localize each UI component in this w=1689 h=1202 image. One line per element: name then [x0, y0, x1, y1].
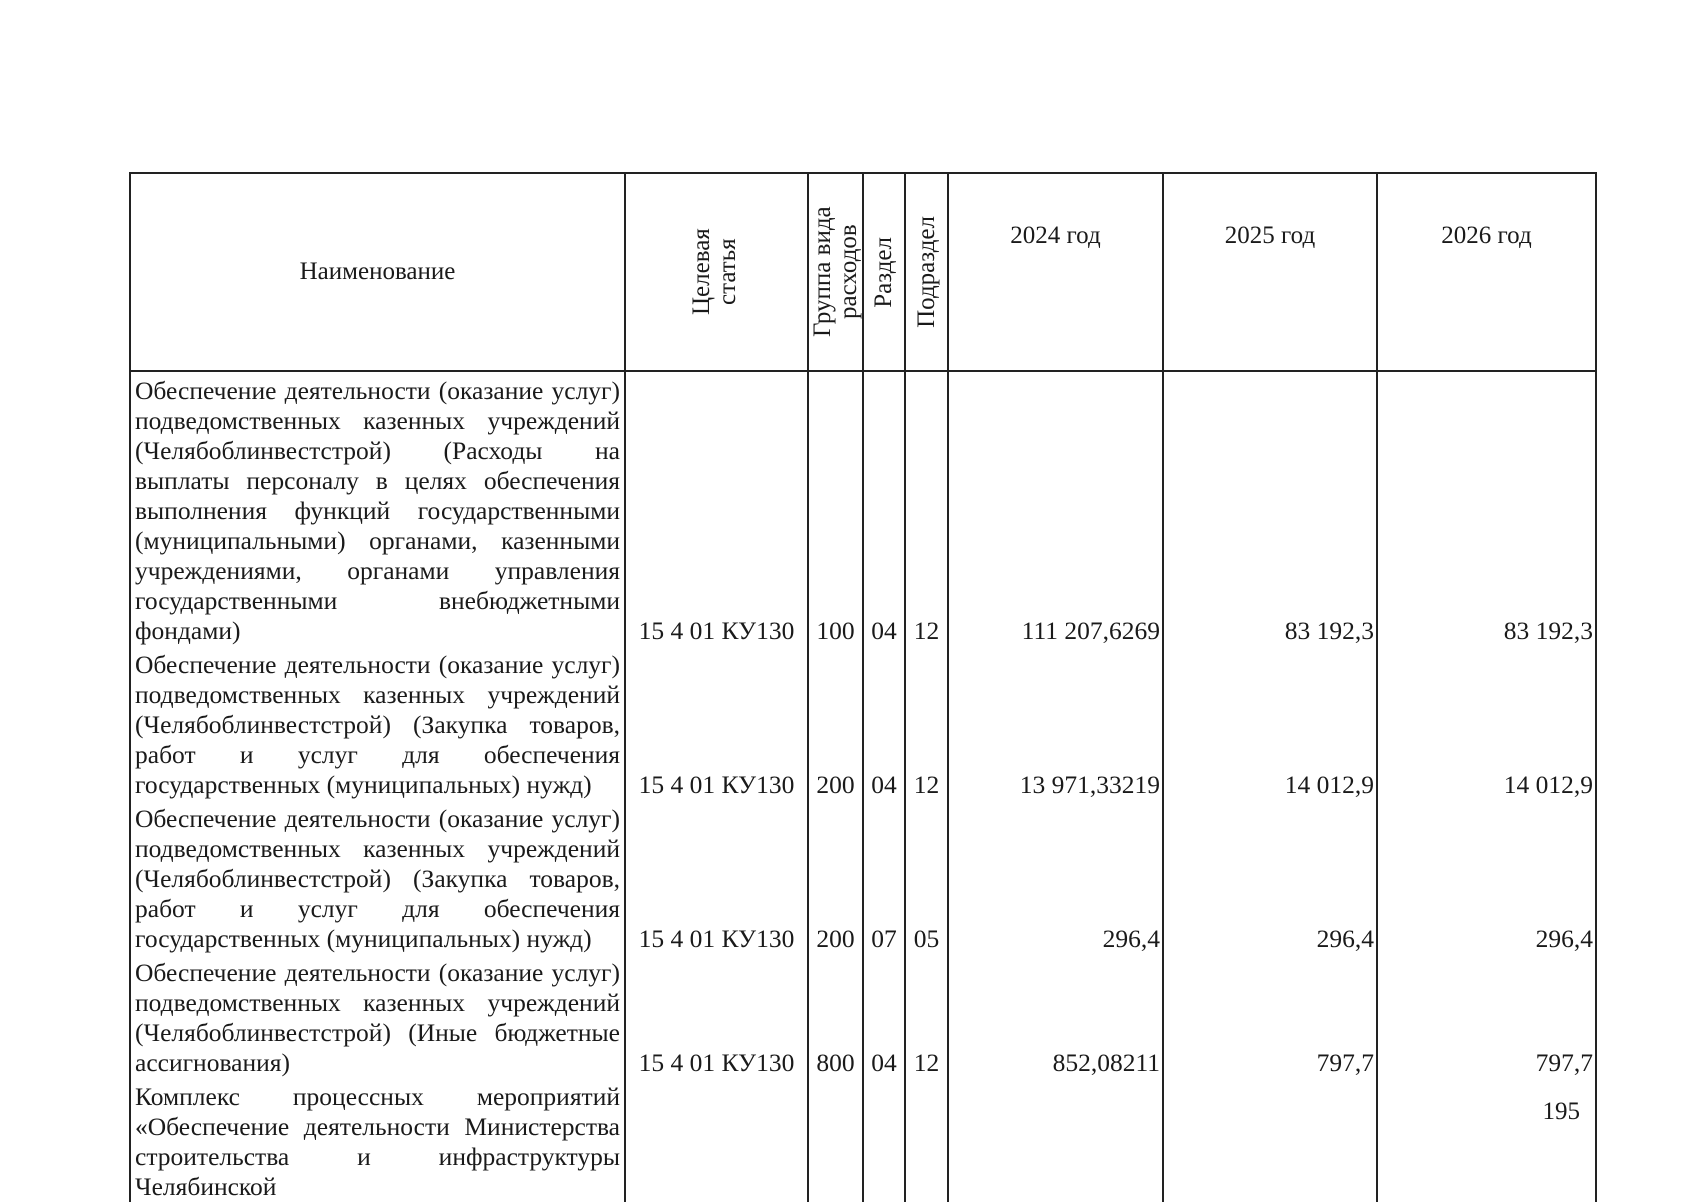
- header-2024: 2024 год: [948, 173, 1163, 371]
- row-section: [863, 1078, 905, 1202]
- row-target-article: 15 4 01 КУ130: [625, 800, 808, 954]
- row-amount-2024: 13 971,33219: [948, 646, 1163, 800]
- row-subsection: 12: [905, 646, 948, 800]
- budget-table: [129, 172, 1597, 1202]
- table-row: [130, 1078, 1596, 1202]
- table-row: [130, 800, 1596, 954]
- row-section: 04: [863, 954, 905, 1078]
- header-expense-group: Группа вида расходов: [808, 173, 863, 371]
- row-name: Обеспечение деятельности (оказание услуг) подведомственных казенных учреждений (Челябоблинвестстрой) (Закупка товаров, работ и услуг для обеспечения государственных (муниципальных) нужд): [130, 800, 625, 954]
- row-expense-group: 200: [808, 646, 863, 800]
- page-number: 195: [1542, 1098, 1580, 1125]
- row-section: 07: [863, 800, 905, 954]
- row-subsection: 12: [905, 954, 948, 1078]
- row-amount-2025: 797,7: [1163, 954, 1377, 1078]
- header-target-article: Целевая статья: [625, 173, 808, 371]
- row-amount-2026: 83 192,3: [1377, 371, 1596, 646]
- table-header: [130, 173, 1596, 371]
- row-amount-2026: 14 012,9: [1377, 646, 1596, 800]
- header-section: Раздел: [863, 173, 905, 371]
- row-expense-group: 200: [808, 800, 863, 954]
- row-amount-2026: 797,7: [1377, 954, 1596, 1078]
- row-target-article: [625, 1078, 808, 1202]
- table-body: [130, 371, 1596, 1202]
- row-expense-group: [808, 1078, 863, 1202]
- row-amount-2025: 296,4: [1163, 800, 1377, 954]
- row-target-article: 15 4 01 КУ130: [625, 371, 808, 646]
- row-amount-2024: 852,08211: [948, 954, 1163, 1078]
- row-amount-2024: 296,4: [948, 800, 1163, 954]
- row-subsection: [905, 1078, 948, 1202]
- row-name: Обеспечение деятельности (оказание услуг) подведомственных казенных учреждений (Челябоблинвестстрой) (Иные бюджетные ассигнования): [130, 954, 625, 1078]
- table-row: [130, 371, 1596, 646]
- row-amount-2026: 296,4: [1377, 800, 1596, 954]
- row-amount-2024: [948, 1078, 1163, 1202]
- header-2026: 2026 год: [1377, 173, 1596, 371]
- row-amount-2025: 14 012,9: [1163, 646, 1377, 800]
- header-subsection: Подраздел: [905, 173, 948, 371]
- row-name: Обеспечение деятельности (оказание услуг) подведомственных казенных учреждений (Челябоблинвестстрой) (Расходы на выплаты персоналу в целях обеспечения выполнения функций государственными (муниципальными) органами, казенными учреждениями, органами управления государственными внебюджетными фондами): [130, 371, 625, 646]
- row-target-article: 15 4 01 КУ130: [625, 954, 808, 1078]
- row-expense-group: 100: [808, 371, 863, 646]
- table-row: [130, 954, 1596, 1078]
- row-expense-group: 800: [808, 954, 863, 1078]
- table-row: [130, 646, 1596, 800]
- row-section: 04: [863, 371, 905, 646]
- row-name: Комплекс процессных мероприятий «Обеспечение деятельности Министерства строительства и инфраструктуры Челябинской: [130, 1078, 625, 1202]
- row-subsection: 05: [905, 800, 948, 954]
- row-amount-2024: 111 207,6269: [948, 371, 1163, 646]
- row-amount-2025: [1163, 1078, 1377, 1202]
- row-amount-2025: 83 192,3: [1163, 371, 1377, 646]
- row-section: 04: [863, 646, 905, 800]
- row-target-article: 15 4 01 КУ130: [625, 646, 808, 800]
- header-name: Наименование: [130, 173, 625, 371]
- row-amount-2026: [1377, 1078, 1596, 1202]
- header-2025: 2025 год: [1163, 173, 1377, 371]
- row-name: Обеспечение деятельности (оказание услуг) подведомственных казенных учреждений (Челябоблинвестстрой) (Закупка товаров, работ и услуг для обеспечения государственных (муниципальных) нужд): [130, 646, 625, 800]
- row-subsection: 12: [905, 371, 948, 646]
